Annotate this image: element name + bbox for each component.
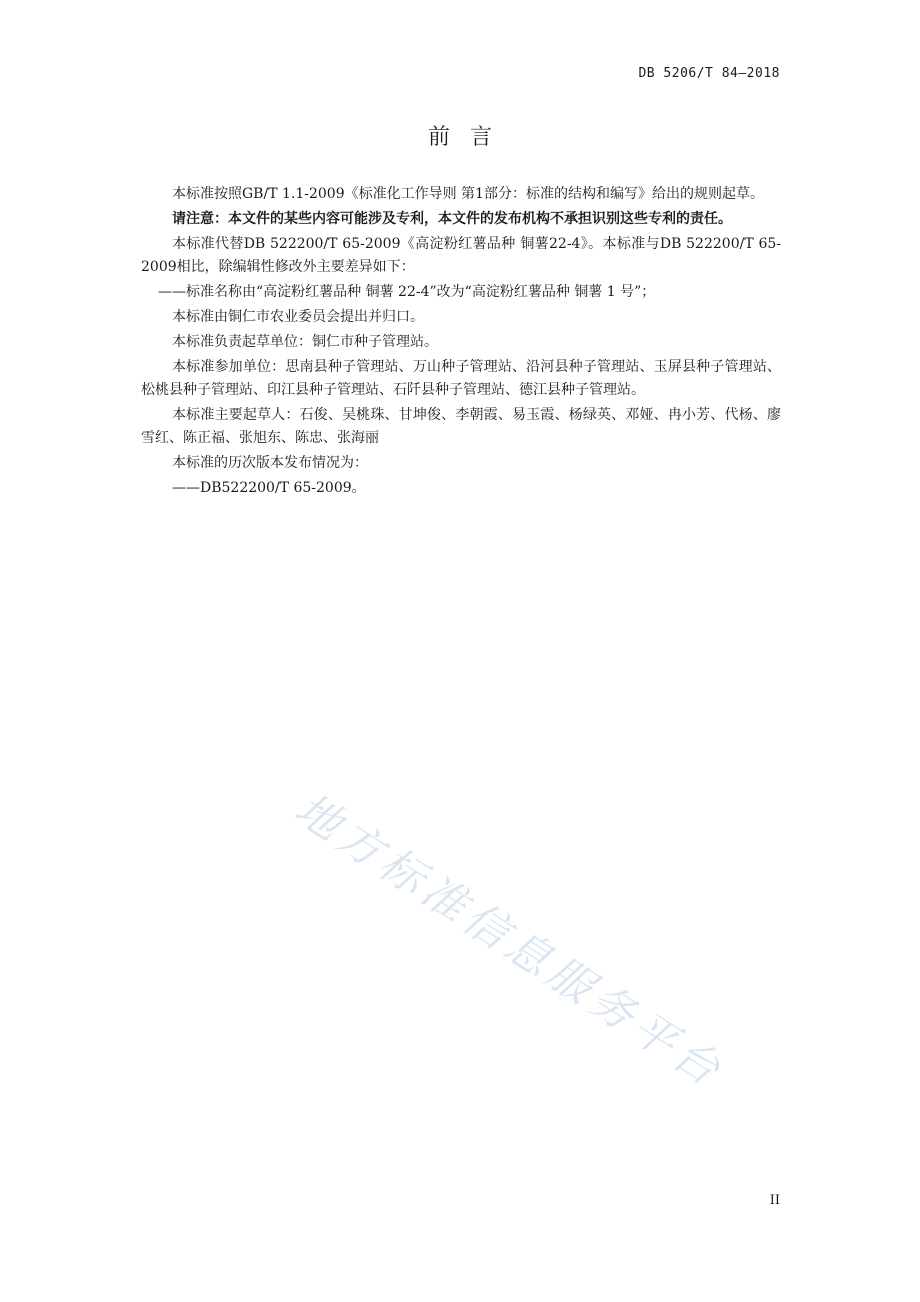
paragraph-patent-notice: 请注意：本文件的某些内容可能涉及专利，本文件的发布机构不承担识别这些专利的责任。	[172, 211, 732, 227]
document-code: DB 5206/T 84—2018	[638, 66, 780, 81]
paragraph-replacement: 本标准代替DB 522200/T 65-2009《高淀粉红薯品种 铜薯22-4》。本标准与DB 522200/T 65-2009相比，除编辑性修改外主要差异如下：	[141, 236, 781, 275]
page-number: II	[769, 1193, 780, 1208]
paragraph-history-intro: 本标准的历次版本发布情况为：	[172, 455, 368, 471]
page-title: 前言	[427, 125, 512, 150]
paragraph-history-entry: ——DB522200/T 65-2009。	[172, 480, 366, 496]
paragraph-proposer: 本标准由铜仁市农业委员会提出并归口。	[172, 309, 424, 325]
paragraph-name-change: ——标准名称由“高淀粉红薯品种 铜薯 22-4”改为“高淀粉红薯品种 铜薯 1 号”；	[158, 284, 656, 300]
paragraph-drafting-rules: 本标准按照GB/T 1.1-2009《标准化工作导则 第1部分：标准的结构和编写》给出的规则起草。	[172, 186, 764, 202]
paragraph-participating-units: 本标准参加单位：思南县种子管理站、万山种子管理站、沿河县种子管理站、玉屏县种子管理站、 松桃县种子管理站、印江县种子管理站、石阡县种子管理站、德江县种子管理站。	[141, 359, 781, 398]
watermark: 地方标准信息服务平台	[285, 783, 734, 1099]
paragraph-drafting-unit: 本标准负责起草单位：铜仁市种子管理站。	[172, 334, 438, 350]
paragraph-drafters: 本标准主要起草人：石俊、吴桃珠、甘坤俊、李朝霞、易玉霞、杨绿英、邓娅、冉小芳、代杨、廖雪红、陈正福、张旭东、陈忠、张海丽	[141, 407, 781, 446]
preface-body	[141, 183, 781, 502]
